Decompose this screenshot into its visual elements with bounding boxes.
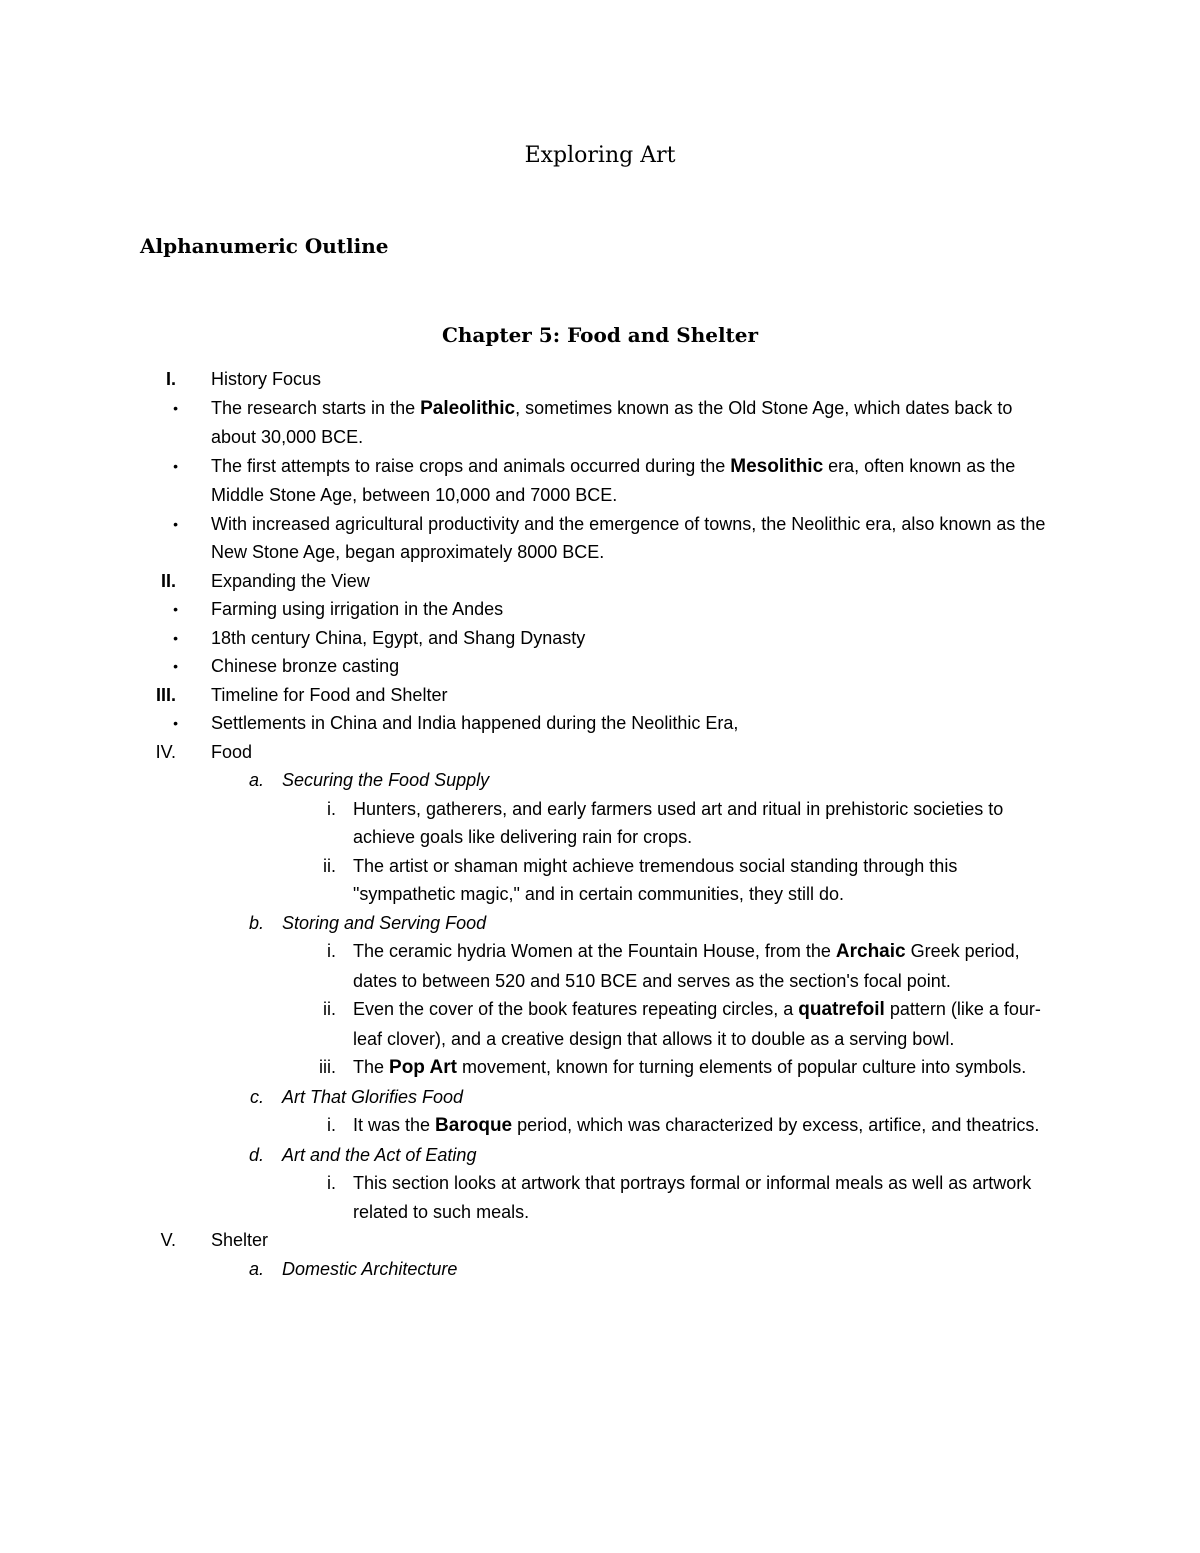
key-term: Archaic bbox=[835, 941, 906, 962]
bullet-item bbox=[0, 624, 1200, 653]
subsection-art-act-of-eating bbox=[0, 1141, 1200, 1170]
bullet-icon: • bbox=[173, 399, 178, 416]
bullet-item bbox=[0, 595, 1200, 624]
key-term: Pop Art bbox=[389, 1057, 457, 1078]
roman-numeral-marker: V. bbox=[160, 1230, 176, 1250]
sub-item-text bbox=[353, 1053, 1063, 1083]
sub-item-text bbox=[353, 995, 1063, 1053]
text-run: period, which was characterized by excess, artifice, and theatrics. bbox=[512, 1115, 1040, 1135]
text-run: movement, known for turning elements of popular culture into symbols. bbox=[456, 1057, 1027, 1077]
outline-section-history-focus bbox=[0, 365, 1200, 394]
roman-numeral-marker: II. bbox=[160, 570, 176, 591]
text-run: , sometimes known as the Old Stone Age, which dates back to about 30,000 BCE. bbox=[211, 397, 1013, 447]
text-run: pattern (like a four-leaf clover), and a creative design that allows it to double as a serving bowl. bbox=[353, 999, 1041, 1049]
lower-roman-marker: iii. bbox=[319, 1057, 336, 1077]
bullet-icon: • bbox=[173, 601, 178, 617]
key-term: quatrefoil bbox=[798, 999, 885, 1020]
text-run: Even the cover of the book features repeating circles, a bbox=[353, 999, 799, 1019]
letter-marker: c. bbox=[249, 1086, 264, 1107]
letter-marker: a. bbox=[248, 770, 264, 790]
outline-list bbox=[0, 365, 1200, 1283]
sub-item-text: Hunters, gatherers, and early farmers used art and ritual in prehistoric societies to achieve goals like delivering rain for crops. bbox=[353, 798, 1004, 847]
letter-marker: a. bbox=[248, 1258, 264, 1279]
bullet-text bbox=[211, 452, 1061, 510]
letter-marker: d. bbox=[248, 1144, 264, 1165]
lower-roman-marker: i. bbox=[327, 798, 336, 819]
sub-item-text bbox=[353, 937, 1063, 995]
subsection-label: Art and the Act of Eating bbox=[282, 1144, 477, 1165]
bullet-item bbox=[0, 709, 1200, 738]
roman-numeral-marker: IV. bbox=[155, 741, 176, 762]
sub-item bbox=[0, 937, 1200, 995]
sub-item-text: The artist or shaman might achieve tremendous social standing through this "sympathetic magic," and in certain communities, they still do. bbox=[353, 855, 958, 904]
outline-section-timeline bbox=[0, 681, 1200, 710]
bullet-item bbox=[0, 652, 1200, 681]
lower-roman-marker: ii. bbox=[323, 999, 336, 1019]
subsection-domestic-architecture bbox=[0, 1255, 1200, 1284]
text-run: era, often known as the Middle Stone Age, between 10,000 and 7000 BCE. bbox=[211, 455, 1016, 505]
text-run: The bbox=[353, 1057, 390, 1077]
document-title: Exploring Art bbox=[524, 143, 676, 168]
bullet-text: Farming using irrigation in the Andes bbox=[211, 599, 504, 619]
subsection-securing-food-supply bbox=[0, 766, 1200, 795]
bullet-icon: • bbox=[173, 629, 178, 646]
section-label: Shelter bbox=[211, 1230, 269, 1250]
roman-numeral-marker: III. bbox=[155, 684, 176, 705]
bullet-icon: • bbox=[173, 515, 178, 532]
text-run: It was the bbox=[353, 1115, 436, 1135]
sub-item-text: This section looks at artwork that portrays formal or informal meals as well as artwork related to such meals. bbox=[353, 1173, 1032, 1222]
bullet-text: Settlements in China and India happened during the Neolithic Era, bbox=[211, 713, 739, 733]
subsection-label: Domestic Architecture bbox=[282, 1258, 458, 1279]
lower-roman-marker: i. bbox=[327, 941, 336, 961]
subsection-label: Art That Glorifies Food bbox=[282, 1086, 464, 1107]
text-run: The ceramic hydria Women at the Fountain House, from the bbox=[353, 941, 836, 961]
outline-heading: Alphanumeric Outline bbox=[140, 234, 389, 258]
bullet-text bbox=[211, 394, 1061, 452]
bullet-text: 18th century China, Egypt, and Shang Dynasty bbox=[211, 627, 586, 648]
lower-roman-marker: i. bbox=[327, 1173, 336, 1193]
outline-section-shelter bbox=[0, 1226, 1200, 1255]
subsection-label: Storing and Serving Food bbox=[282, 912, 487, 933]
sub-item bbox=[0, 852, 1200, 909]
section-label: Expanding the View bbox=[211, 570, 370, 591]
bullet-icon: • bbox=[173, 658, 178, 674]
section-label: History Focus bbox=[211, 369, 322, 389]
text-run: Greek period, dates to between 520 and 510 BCE and serves as the section's focal point. bbox=[353, 941, 1020, 991]
sub-item bbox=[0, 1053, 1200, 1083]
sub-item bbox=[0, 995, 1200, 1053]
roman-numeral-marker: I. bbox=[165, 369, 176, 389]
section-label: Food bbox=[211, 741, 253, 762]
sub-item bbox=[0, 795, 1200, 852]
bullet-icon: • bbox=[173, 457, 178, 474]
bullet-item bbox=[0, 510, 1200, 567]
text-run: The first attempts to raise crops and animals occurred during the bbox=[211, 455, 731, 476]
outline-section-food bbox=[0, 738, 1200, 767]
bullet-icon: • bbox=[173, 715, 178, 731]
bullet-item bbox=[0, 394, 1200, 452]
text-run: The research starts in the bbox=[211, 397, 421, 418]
key-term: Paleolithic bbox=[420, 397, 516, 419]
bullet-item bbox=[0, 452, 1200, 510]
key-term: Mesolithic bbox=[730, 455, 824, 477]
sub-item bbox=[0, 1169, 1200, 1226]
section-label: Timeline for Food and Shelter bbox=[211, 684, 448, 705]
bullet-text: Chinese bronze casting bbox=[211, 656, 400, 676]
subsection-label: Securing the Food Supply bbox=[282, 770, 490, 790]
letter-marker: b. bbox=[248, 912, 264, 933]
bullet-text: With increased agricultural productivity and the emergence of towns, the Neolithic era, also known as the New Stone Age, began approximately 8000 BCE. bbox=[211, 513, 1046, 562]
outline-section-expanding-the-view bbox=[0, 567, 1200, 596]
subsection-storing-serving-food bbox=[0, 909, 1200, 938]
chapter-title: Chapter 5: Food and Shelter bbox=[441, 323, 759, 347]
subsection-art-glorifies-food bbox=[0, 1083, 1200, 1112]
sub-item-text bbox=[353, 1111, 1063, 1141]
lower-roman-marker: i. bbox=[327, 1115, 336, 1135]
key-term: Baroque bbox=[435, 1115, 513, 1136]
sub-item bbox=[0, 1111, 1200, 1141]
lower-roman-marker: ii. bbox=[323, 855, 336, 876]
